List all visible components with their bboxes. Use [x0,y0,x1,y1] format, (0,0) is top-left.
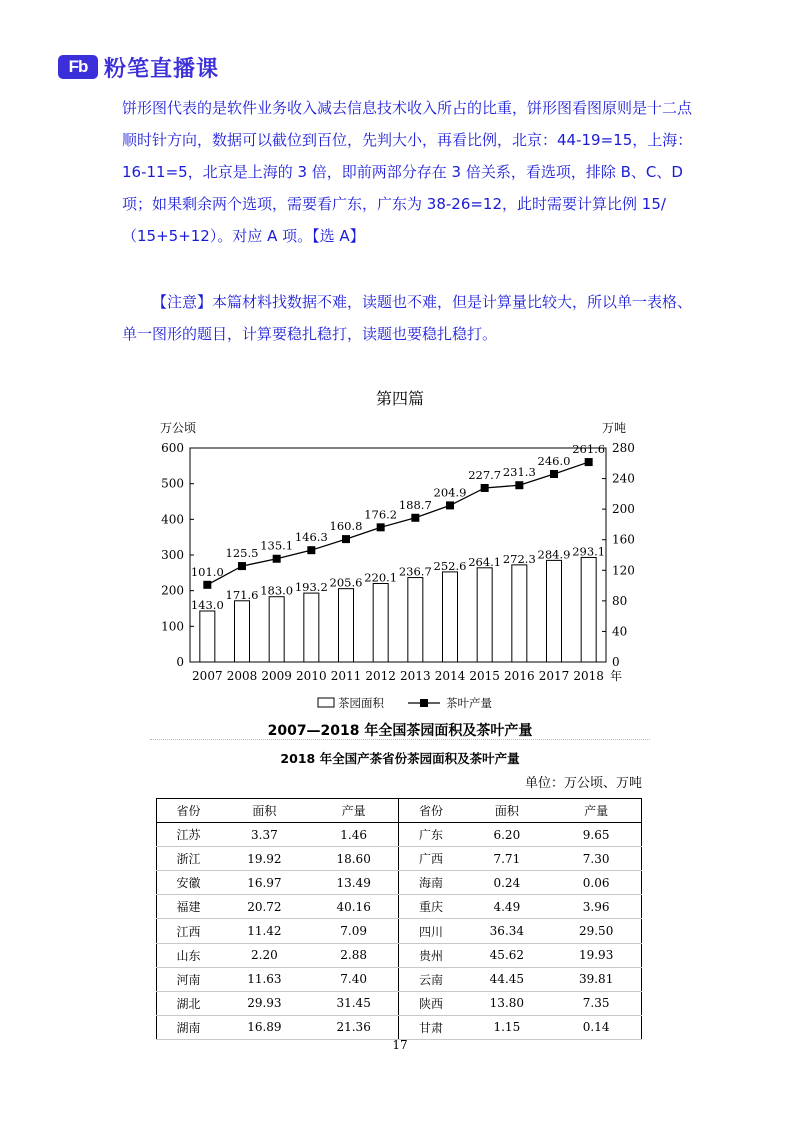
table-cell: 1.15 [462,1015,551,1039]
line-label: 204.9 [433,485,467,500]
table-header-cell: 省份 [399,799,462,823]
table-cell: 湖南 [157,1015,220,1039]
table-cell: 13.49 [309,871,399,895]
table-cell: 广西 [399,847,462,871]
x-tick-label: 2007 [192,669,223,683]
line-marker-2007 [203,581,211,589]
table-cell: 2.88 [309,943,399,967]
bar-2011 [339,589,354,662]
bar-2015 [477,568,492,662]
tea-chart [150,412,650,724]
table-cell: 31.45 [309,991,399,1015]
bar-2014 [443,572,458,662]
bar-2009 [269,597,284,662]
table-row [157,919,642,943]
bar-label: 284.9 [537,547,571,562]
bar-2016 [512,565,527,662]
table-row [157,823,642,847]
x-tick-label: 2012 [365,669,396,683]
table-cell: 45.62 [462,943,551,967]
line-label: 188.7 [398,497,432,512]
table-cell: 7.71 [462,847,551,871]
table-header-row [157,799,642,823]
left-tick-label: 300 [161,548,184,562]
line-marker-2015 [481,484,489,492]
table-cell: 13.80 [462,991,551,1015]
x-tick-label: 2017 [538,669,570,683]
table-cell: 湖北 [157,991,220,1015]
line-marker-2017 [550,470,558,478]
table-cell: 4.49 [462,895,551,919]
table-cell: 20.72 [220,895,309,919]
bar-2008 [235,601,250,662]
table-cell: 39.81 [551,967,641,991]
section-title: 第四篇 [375,389,424,408]
table-row [157,967,642,991]
table-cell: 6.20 [462,823,551,847]
table-row [157,847,642,871]
table-cell: 2.20 [220,943,309,967]
bar-label: 264.1 [468,554,502,569]
table-header-cell: 产量 [551,799,641,823]
right-tick-label: 160 [612,532,635,547]
note-paragraph: 【注意】本篇材料找数据不难，读题也不难，但是计算量比较大，所以单一表格、单一图形的题目，计算要稳扎稳打，读题也要稳扎稳打。 [122,293,693,343]
legend-bar-label: 茶园面积 [338,696,384,710]
left-tick-label: 500 [161,476,184,491]
legend-line-marker [420,699,428,707]
right-tick-label: 80 [612,593,628,608]
bar-label: 171.6 [225,587,259,602]
line-marker-2011 [342,535,350,543]
table-cell: 7.35 [551,991,641,1015]
x-tick-label: 2014 [434,669,466,683]
caption-divider [150,739,650,740]
legend-bar-swatch [318,698,334,707]
table-cell: 河南 [157,967,220,991]
bar-2013 [408,578,423,662]
line-label: 246.0 [537,453,571,468]
line-marker-2008 [238,562,246,570]
table-cell: 44.45 [462,967,551,991]
table-cell: 浙江 [157,847,220,871]
line-label: 125.5 [225,546,259,561]
brand-logo [58,54,219,80]
line-label: 227.7 [468,467,502,482]
table-cell: 7.40 [309,967,399,991]
table-row [157,1015,642,1039]
x-tick-label: 2008 [226,669,258,683]
line-label: 231.3 [502,465,536,480]
line-label: 176.2 [364,507,398,522]
table-cell: 福建 [157,895,220,919]
legend-line-label: 茶叶产量 [446,696,492,710]
table-cell: 16.97 [220,871,309,895]
table-cell: 29.93 [220,991,309,1015]
table-cell: 0.24 [462,871,551,895]
left-tick-label: 200 [161,583,184,598]
table-cell: 29.50 [551,919,641,943]
right-tick-label: 0 [612,655,620,669]
line-label: 101.0 [190,564,224,579]
bar-2017 [547,560,562,662]
table-cell: 19.92 [220,847,309,871]
line-marker-2014 [446,501,454,509]
line-marker-2012 [377,523,385,531]
bar-2018 [581,557,596,662]
table-cell: 11.63 [220,967,309,991]
x-axis-suffix: 年 [610,669,623,683]
x-tick-label: 2016 [504,669,535,683]
table-cell: 广东 [399,823,462,847]
table-row [157,871,642,895]
table-row [157,991,642,1015]
chart-caption: 2007—2018 年全国茶园面积及茶叶产量 [267,723,533,739]
table-cell: 36.34 [462,919,551,943]
x-tick-label: 2018 [573,669,604,683]
line-marker-2013 [411,514,419,522]
table-title: 2018 年全国产茶省份茶园面积及茶叶产量 [280,751,520,766]
table-cell: 16.89 [220,1015,309,1039]
line-marker-2009 [273,555,281,563]
table-cell: 19.93 [551,943,641,967]
left-tick-label: 400 [161,512,184,527]
right-tick-label: 240 [612,471,635,486]
bar-label: 143.0 [190,597,224,612]
table-cell: 40.16 [309,895,399,919]
table-header-cell: 省份 [157,799,220,823]
table-cell: 18.60 [309,847,399,871]
table-cell: 重庆 [399,895,462,919]
line-label: 160.8 [329,519,363,534]
bar-label: 272.3 [502,551,536,566]
table-cell: 7.09 [309,919,399,943]
bar-label: 293.1 [572,544,606,559]
table-cell: 云南 [399,967,462,991]
table-cell: 四川 [399,919,462,943]
logo-text: 粉笔直播课 [104,56,220,82]
table-cell: 甘肃 [399,1015,462,1039]
bar-label: 193.2 [294,580,328,595]
bar-label: 252.6 [433,558,467,573]
right-tick-label: 280 [612,441,635,455]
bar-label: 220.1 [364,570,398,585]
table-cell: 3.96 [551,895,641,919]
table-cell: 陕西 [399,991,462,1015]
bar-2010 [304,593,319,662]
right-tick-label: 200 [612,502,635,517]
x-tick-label: 2015 [469,669,500,683]
bar-label: 183.0 [260,583,294,598]
table-cell: 0.14 [551,1015,641,1039]
table-cell: 3.37 [220,823,309,847]
table-cell: 江西 [157,919,220,943]
x-tick-label: 2010 [296,669,327,683]
line-marker-2018 [585,458,593,466]
page-number: 17 [392,1038,408,1052]
explanation-paragraph: 饼形图代表的是软件业务收入减去信息技术收入所占的比重，饼形图看图原则是十二点顺时针方向，数据可以截位到百位，先判大小，再看比例，北京：44-19=15，上海：16-11=5，北京是上海的 3 倍，即前两部分存在 3 倍关系，看选项，排除 B、C、D 项；如果剩余两个选项，需要看广东，广东为 38-26=12，此时需要计算比例 15/（15+5+12）。对应 A 项。【选 A】 [122,99,693,245]
line-marker-2010 [307,546,315,554]
table-cell: 21.36 [309,1015,399,1039]
line-label: 261.6 [572,442,606,457]
line-marker-2016 [515,481,523,489]
left-tick-label: 100 [161,619,184,634]
table-cell: 11.42 [220,919,309,943]
left-tick-label: 600 [161,441,184,455]
left-axis-unit: 万公顷 [160,421,197,435]
right-tick-label: 120 [612,563,635,578]
table-row [157,943,642,967]
x-tick-label: 2009 [261,669,292,683]
bar-2007 [200,611,215,662]
right-tick-label: 40 [612,624,628,639]
table-header-cell: 面积 [220,799,309,823]
table-row [157,895,642,919]
province-table [156,798,642,1040]
bar-2012 [373,583,388,662]
table-cell: 贵州 [399,943,462,967]
bar-label: 236.7 [398,564,432,579]
table-cell: 7.30 [551,847,641,871]
x-tick-label: 2011 [330,669,362,683]
line-label: 146.3 [294,530,328,545]
bar-label: 205.6 [329,575,363,590]
table-cell: 海南 [399,871,462,895]
left-tick-label: 0 [176,655,184,669]
table-header-cell: 产量 [309,799,399,823]
table-cell: 江苏 [157,823,220,847]
x-tick-label: 2013 [400,669,431,683]
table-cell: 9.65 [551,823,641,847]
table-cell: 安徽 [157,871,220,895]
table-cell: 山东 [157,943,220,967]
right-axis-unit: 万吨 [602,421,627,435]
logo-mark: Fb [58,55,98,79]
table-cell: 1.46 [309,823,399,847]
table-unit: 单位：万公顷、万吨 [524,776,642,791]
line-label: 135.1 [260,538,294,553]
table-header-cell: 面积 [462,799,551,823]
table-cell: 0.06 [551,871,641,895]
